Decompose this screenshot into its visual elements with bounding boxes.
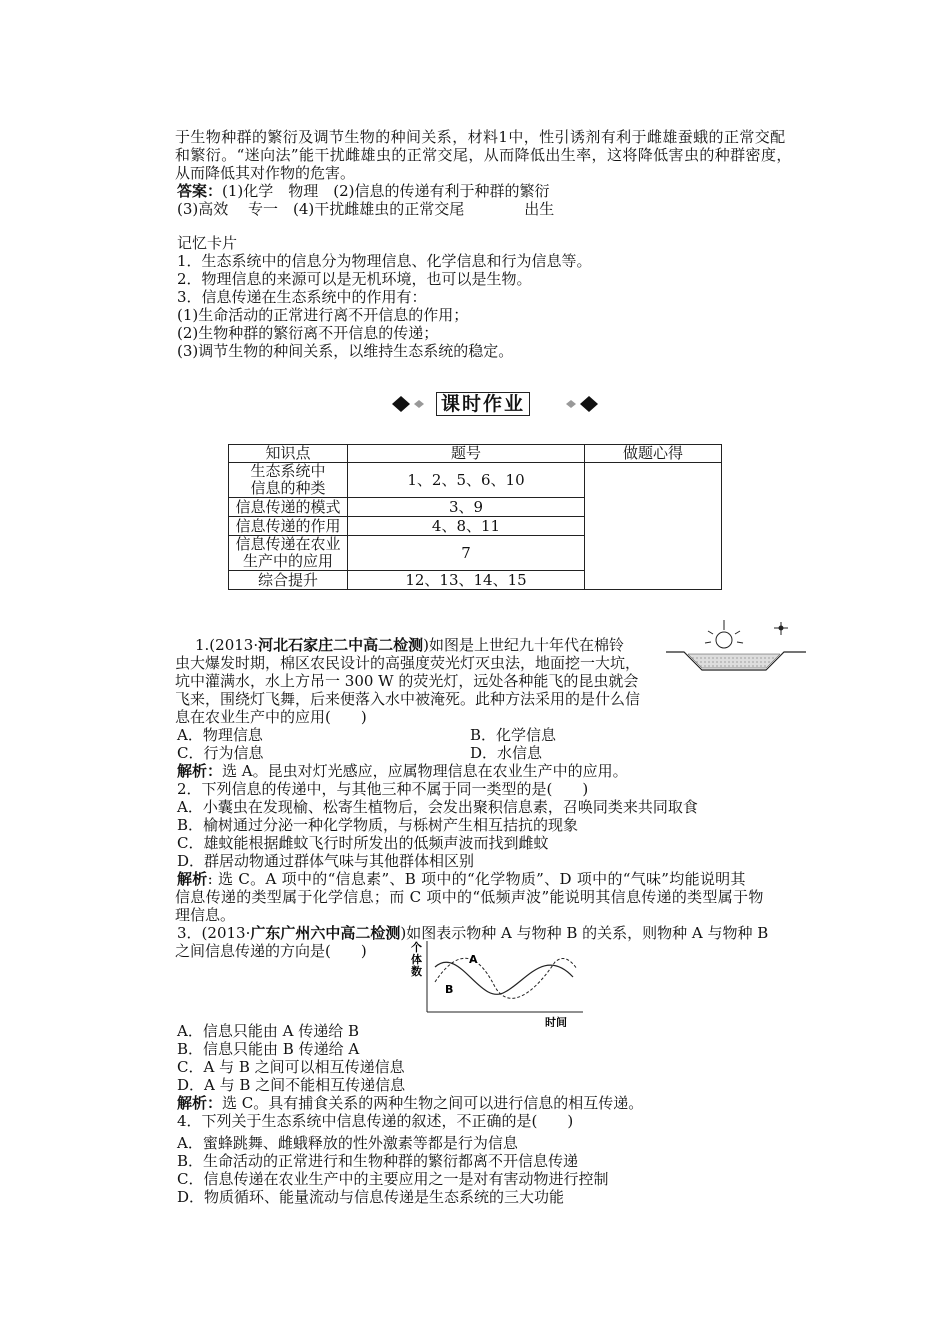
graph-ylabel: 个 <box>411 941 422 954</box>
table-cell-nums: 4、8、11 <box>348 517 585 536</box>
q2-option-c: C．雄蚊能根据雌蚊飞行时所发出的低频声波而找到雌蚊 <box>177 834 549 852</box>
table-cell-topic: 信息传递的模式 <box>229 498 348 517</box>
knowledge-table <box>228 444 722 590</box>
memory-title: 记忆卡片 <box>177 234 238 252</box>
q1-option-d: D．水信息 <box>470 744 543 762</box>
table-header-row <box>229 445 722 463</box>
graph-ylabel: 体 <box>411 953 422 966</box>
q4-option-d: D．物质循环、能量流动与信息传递是生态系统的三大功能 <box>177 1188 565 1206</box>
table-header: 知识点 <box>229 445 348 463</box>
answer-line-1 <box>177 182 550 200</box>
q2-explanation-1: 解析: 选 C。A 项中的“信息素”、B 项中的“化学物质”、D 项中的“气味”均能说明其 <box>177 870 746 888</box>
q1-stem-line-2: 虫大爆发时期，棉区农民设计的高强度荧光灯灭虫法，地面挖一大坑， <box>175 654 641 672</box>
section-title: 课时作业 <box>436 392 530 416</box>
pit-icon <box>666 652 806 670</box>
predator-prey-graph <box>405 937 590 1027</box>
q4-option-b: B．生命活动的正常进行和生物种群的繁衍都离不开信息传递 <box>177 1152 579 1170</box>
table-row <box>229 463 722 498</box>
q2-explanation-3: 理信息。 <box>175 906 236 924</box>
q3-explanation: 解析：选 C。具有捕食关系的两种生物之间可以进行信息的相互传递。 <box>177 1094 644 1112</box>
graph-ylabel: 数 <box>411 965 422 978</box>
insect-icon <box>774 622 788 635</box>
graph-curve-b <box>435 958 577 998</box>
table-cell-nums: 7 <box>348 536 585 571</box>
memory-item: (1)生命活动的正常进行离不开信息的作用； <box>177 306 469 324</box>
graph-label-a: A <box>469 953 478 966</box>
graph-xlabel: 时间 <box>545 1016 567 1027</box>
lamp-pit-figure <box>666 620 806 680</box>
graph-curve-a <box>435 962 573 994</box>
q3-stem-line-2: 之间信息传递的方向是( ) <box>175 942 367 960</box>
q1-option-c: C．行为信息 <box>177 744 264 762</box>
q1-option-a: A．物理信息 <box>177 726 263 744</box>
table-cell-topic: 信息传递的作用 <box>229 517 348 536</box>
q1-stem-line-5: 息在农业生产中的应用( ) <box>175 708 367 726</box>
q1-explanation: 解析：选 A。昆虫对灯光感应，应属物理信息在农业生产中的应用。 <box>177 762 628 780</box>
q4-option-c: C．信息传递在农业生产中的主要应用之一是对有害动物进行控制 <box>177 1170 609 1188</box>
intro-line-3: 从而降低其对作物的危害。 <box>175 164 356 182</box>
memory-item: (3)调节生物的种间关系，以维持生态系统的稳定。 <box>177 342 514 360</box>
section-title-band <box>390 392 600 416</box>
q1-stem-line-1: 1.(2013·河北石家庄二中高二检测)如图是上世纪九十年代在棉铃 <box>195 636 624 654</box>
q1-source: 河北石家庄二中高二检测 <box>258 636 424 654</box>
q3-option-b: B．信息只能由 B 传递给 A <box>177 1040 360 1058</box>
graph-label-b: B <box>445 983 454 996</box>
q2-option-d: D．群居动物通过群体气味与其他群体相区别 <box>177 852 475 870</box>
q2-option-b: B．榆树通过分泌一种化学物质，与栎树产生相互拮抗的现象 <box>177 816 579 834</box>
lamp-icon <box>705 620 743 648</box>
table-cell-topic: 信息传递在农业 生产中的应用 <box>229 536 348 571</box>
answer-text-1: (1)化学 物理 (2)信息的传递有利于种群的繁衍 <box>222 182 550 200</box>
q3-stem-line-1: 3．(2013·广东广州六中高二检测)如图表示物种 A 与物种 B 的关系，则物种 A 与物种 B <box>177 924 769 942</box>
table-cell-nums: 1、2、5、6、10 <box>348 463 585 498</box>
memory-item: 1．生态系统中的信息分为物理信息、化学信息和行为信息等。 <box>177 252 592 270</box>
q4-option-a: A．蜜蜂跳舞、雌蛾释放的性外激素等都是行为信息 <box>177 1134 518 1152</box>
table-cell-nums: 12、13、14、15 <box>348 571 585 590</box>
memory-item: 3．信息传递在生态系统中的作用有： <box>177 288 427 306</box>
memory-item: (2)生物种群的繁衍离不开信息的传递； <box>177 324 439 342</box>
table-cell-notes <box>585 463 722 590</box>
table-cell-nums: 3、9 <box>348 498 585 517</box>
answer-label: 答案： <box>177 182 223 200</box>
q3-source: 广东广州六中高二检测 <box>250 924 401 942</box>
q4-stem: 4．下列关于生态系统中信息传递的叙述，不正确的是( ) <box>177 1112 574 1130</box>
q1-stem-line-3: 坑中灌满水，水上方吊一 300 W 的荧光灯，远处各种能飞的昆虫就会 <box>175 672 639 690</box>
q3-option-a: A．信息只能由 A 传递给 B <box>177 1022 359 1040</box>
q1-stem-line-4: 飞来，围绕灯飞舞，后来便落入水中被淹死。此种方法采用的是什么信 <box>175 690 641 708</box>
intro-line-2: 和繁衍。“迷向法”能干扰雌雄虫的正常交尾，从而降低出生率，这将降低害虫的种群密度， <box>175 146 792 164</box>
q2-option-a: A．小囊虫在发现榆、松寄生植物后，会发出聚积信息素，召唤同类来共同取食 <box>177 798 698 816</box>
q3-option-c: C．A 与 B 之间可以相互传递信息 <box>177 1058 405 1076</box>
answer-line-2: (3)高效 专一 (4)干扰雌雄虫的正常交尾 出生 <box>177 200 555 218</box>
table-cell-topic: 综合提升 <box>229 571 348 590</box>
q1-option-b: B．化学信息 <box>470 726 557 744</box>
memory-item: 2．物理信息的来源可以是无机环境，也可以是生物。 <box>177 270 532 288</box>
table-header: 做题心得 <box>585 445 722 463</box>
intro-line-1: 于生物种群的繁衍及调节生物的种间关系，材料1中，性引诱剂有利于雌雄蚕蛾的正常交配 <box>175 128 786 146</box>
table-cell-topic: 生态系统中 信息的种类 <box>229 463 348 498</box>
q2-stem: 2．下列信息的传递中，与其他三种不属于同一类型的是( ) <box>177 780 589 798</box>
q2-explanation-2: 信息传递的类型属于化学信息；而 C 项中的“低频声波”能说明其信息传递的类型属于物 <box>175 888 764 906</box>
q3-option-d: D．A 与 B 之间不能相互传递信息 <box>177 1076 406 1094</box>
table-header: 题号 <box>348 445 585 463</box>
